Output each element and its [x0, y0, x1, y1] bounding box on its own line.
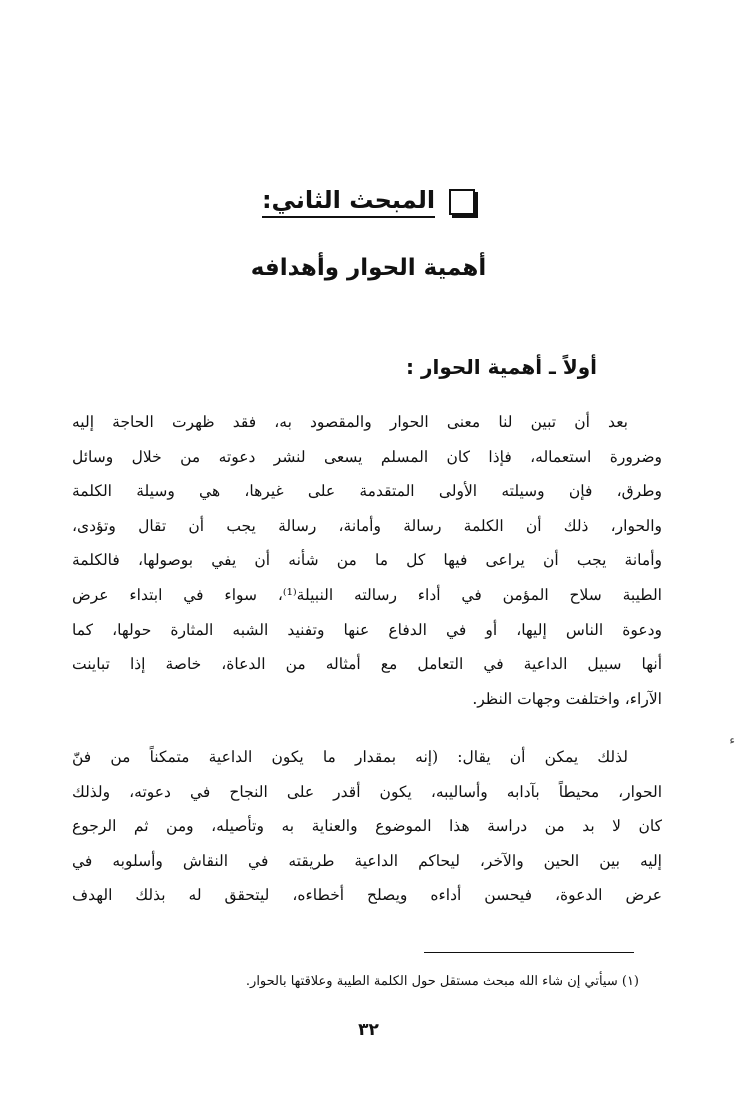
text-line: لذلك يمكن أن يقال: (إنه بمقدار ما يكون الداعية متمكناً من فنّ: [72, 748, 628, 766]
paragraph-2: [72, 740, 662, 913]
footnote-divider: [424, 952, 634, 953]
paragraph-1: [72, 405, 662, 716]
text-line: بعد أن تبين لنا معنى الحوار والمقصود به، فقد ظهرت الحاجة إليه: [72, 413, 628, 431]
section-subtitle: أهمية الحوار وأهدافه: [250, 255, 487, 281]
text-line: وضرورة استعماله، فإذا كان المسلم يسعى لنشر دعوته من خلال وسائل: [72, 447, 662, 466]
text-line: الطيبة سلاح المؤمن في أداء رسالته النبيلة⁽¹⁾، سواء في ابتداء عرض: [72, 585, 662, 604]
footnote: (١) سيأتي إن شاء الله مبحث مستقل حول الكلمة الطيبة وعلاقتها بالحوار.: [245, 974, 639, 989]
section-heading: [262, 186, 475, 218]
text-line: الحوار، محيطاً بآدابه وأساليبه، يكون أقدر على النجاح في دعوته، ولذلك: [72, 782, 662, 801]
section-heading-row: [0, 186, 737, 218]
text-line: عرض الدعوة، فيحسن أداءه ويصلح أخطاءه، ليتحقق له بذلك الهدف: [72, 886, 662, 905]
margin-mark: ء: [729, 733, 735, 747]
text-line: وأمانة يجب أن يراعى فيها كل ما من شأنه أن يفي بوصولها، فالكلمة: [72, 551, 662, 570]
text-line: كان لا بد من دراسة هذا الموضوع والعناية به وتأصيله، ومن ثم الرجوع: [72, 817, 662, 836]
text-line: ودعوة الناس إليها، أو في الدفاع عنها وتفنيد الشبه المثارة حولها، كما: [72, 620, 662, 639]
page-number: ٣٢: [358, 1020, 379, 1040]
text-line: وطرق، فإن وسيلته الأولى المتقدمة على غيرها، هي وسيلة الكلمة: [72, 482, 662, 501]
subsection-heading: أولاً ـ أهمية الحوار :: [406, 355, 597, 379]
text-line: الآراء، واختلفت وجهات النظر.: [472, 689, 662, 708]
text-line: إليه بين الحين والآخر، ليحاكم الداعية طريقته في النقاش وأسلوبه في: [72, 851, 662, 870]
text-line: أنها سبيل الداعية في التعامل مع أمثاله من الدعاة، خاصة إذا تباينت: [72, 655, 662, 674]
section-title: المبحث الثاني:: [262, 186, 435, 218]
square-bullet-icon: [449, 189, 475, 215]
text-line: والحوار، ذلك أن الكلمة رسالة وأمانة، رسالة يجب أن تقال وتؤدى،: [72, 516, 662, 535]
